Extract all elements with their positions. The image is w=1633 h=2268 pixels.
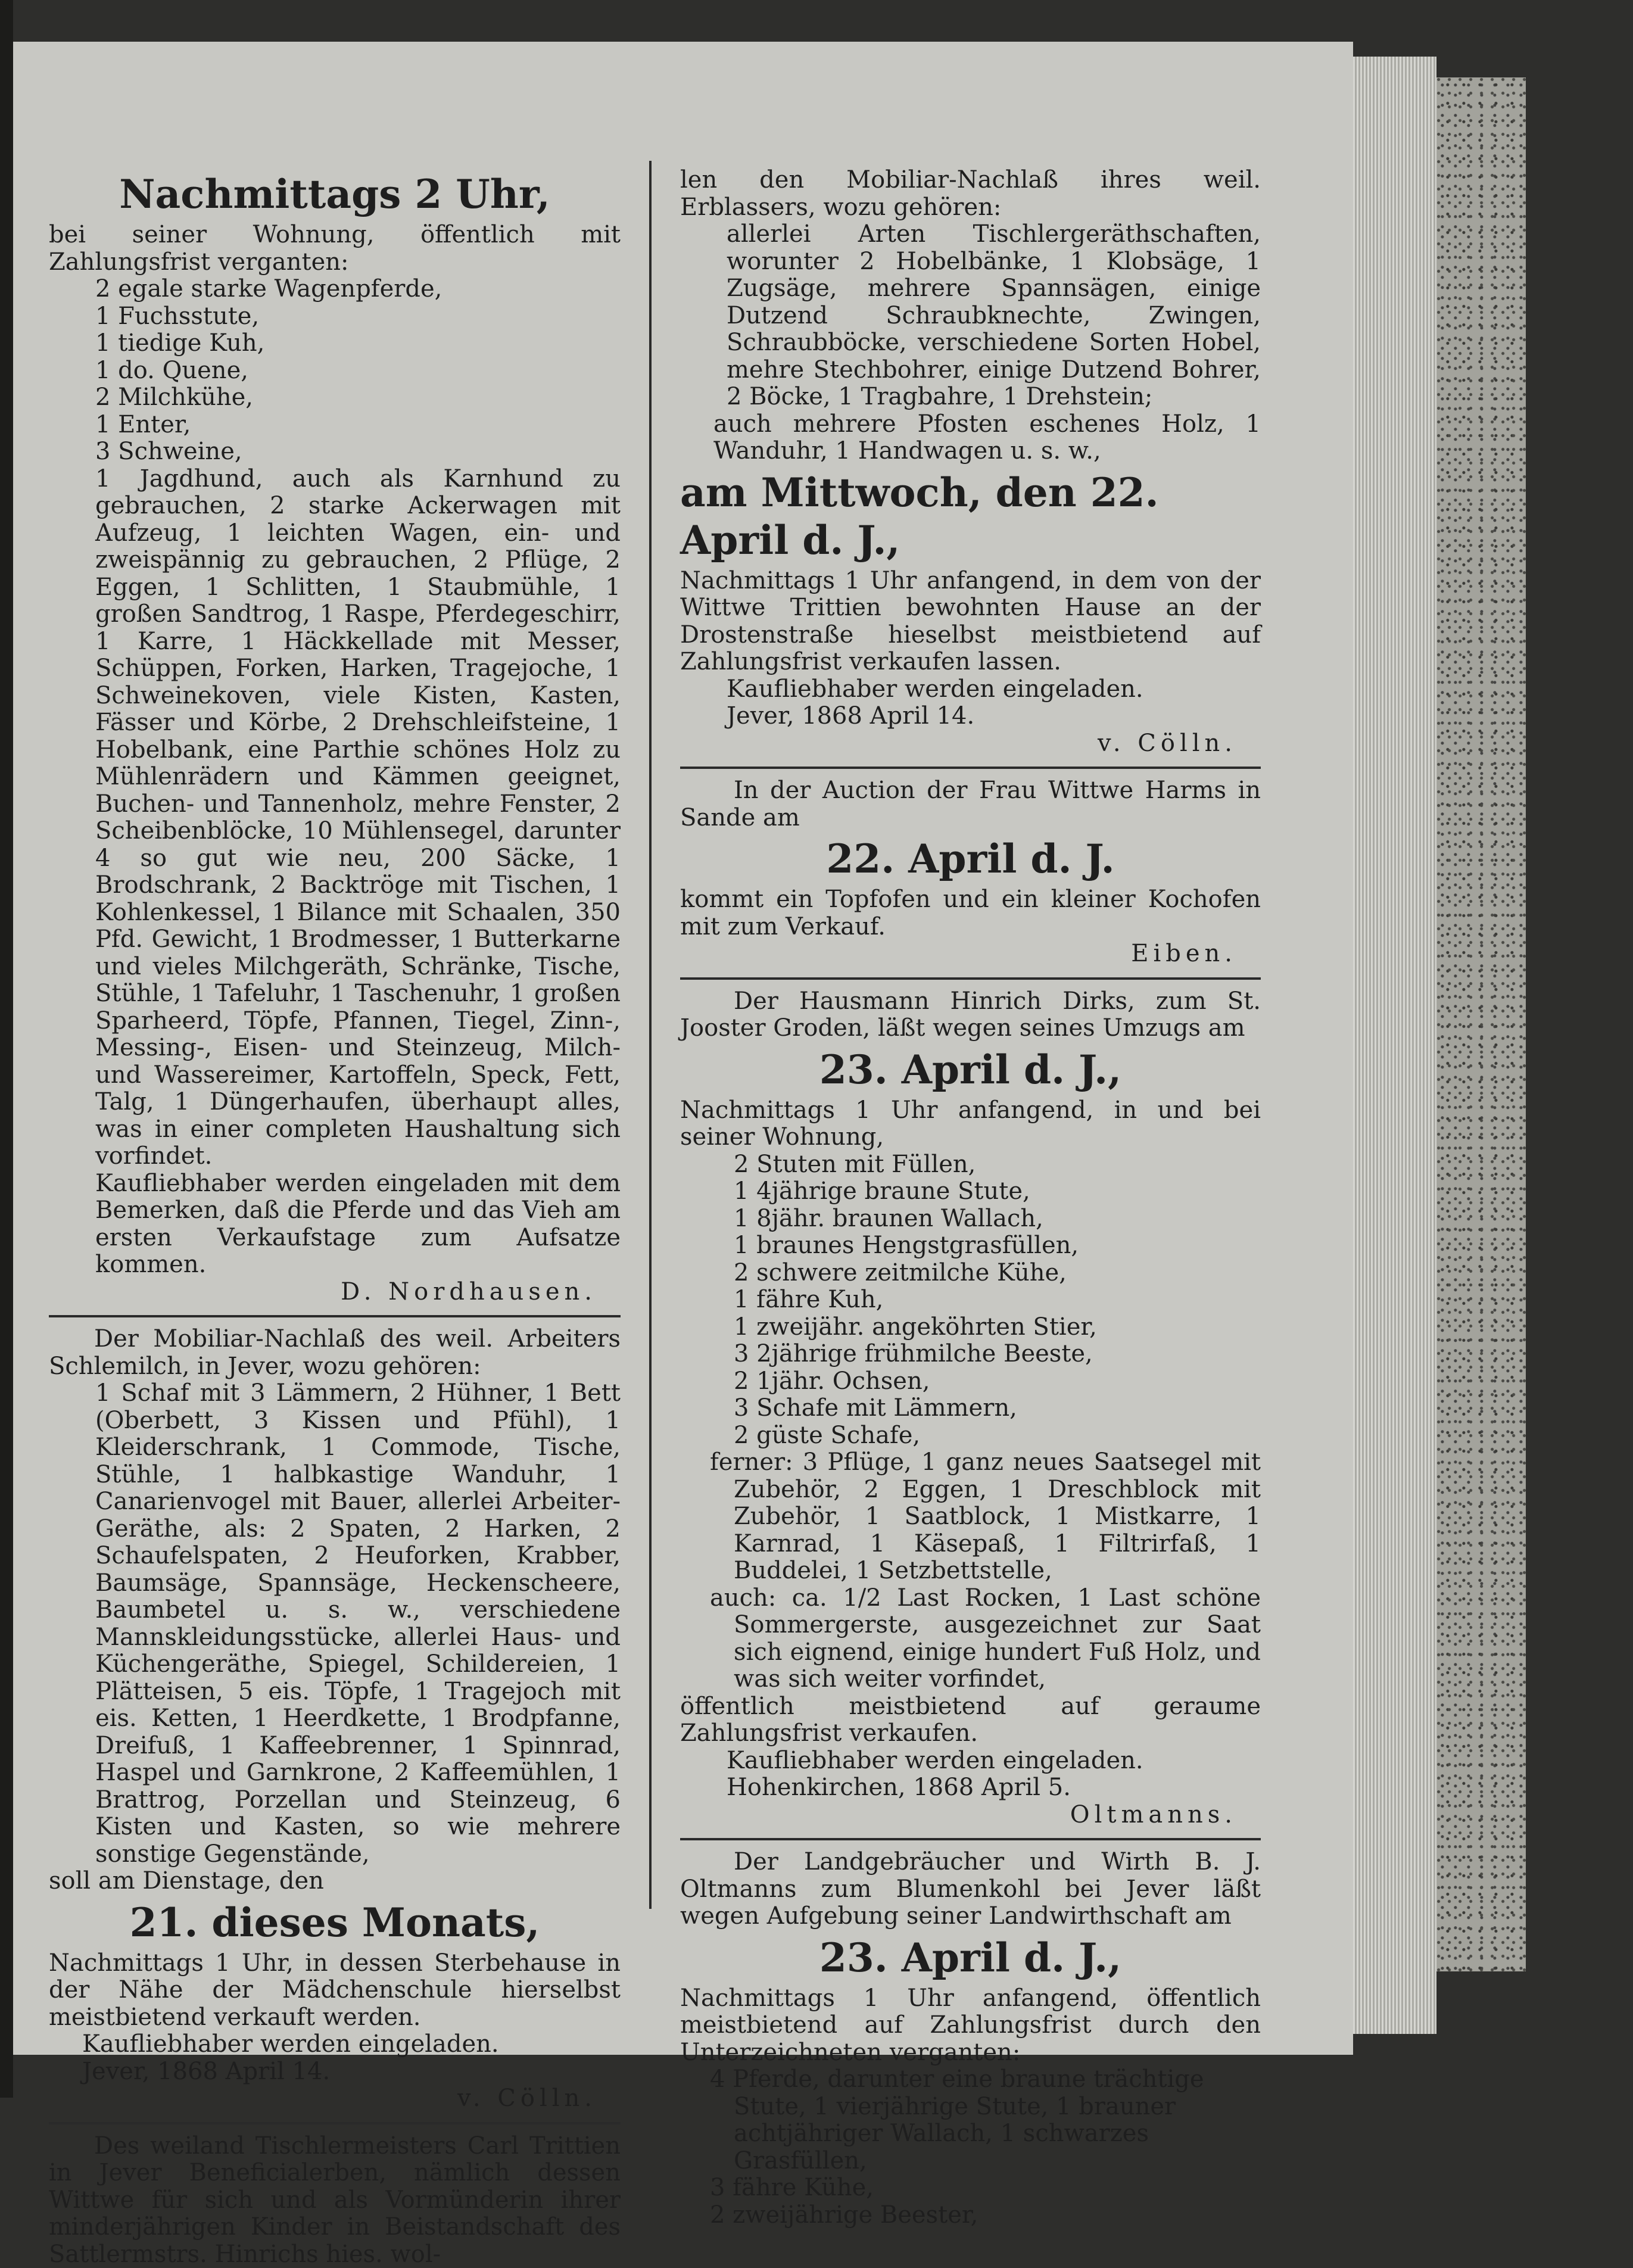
column-separator xyxy=(649,161,652,1909)
list-item: 4 Pferde, darunter eine braune trächtige Stute, 1 vierjährige Stute, 1 brauner achtjähriger Wallach, 1 schwarzes Grasfüllen, xyxy=(734,2066,1261,2174)
auction-details: Nachmittags 1 Uhr, in dessen Sterbehause in der Nähe der Mädchenschule hierselbst meistbietend verkauft werden. xyxy=(49,1950,621,2032)
auction-date-heading: am Mittwoch, den 22. April d. J., xyxy=(680,469,1261,564)
list-item: 2 schwere zeitmilche Kühe, xyxy=(734,1260,1261,1287)
list-item: 1 8jähr. braunen Wallach, xyxy=(734,1205,1261,1233)
notice-intro: Der Hausmann Hinrich Dirks, zum St. Jooster Groden, läßt wegen seines Umzugs am xyxy=(680,988,1261,1042)
auction-time-heading: Nachmittags 2 Uhr, xyxy=(49,170,621,218)
notice-intro: Der Mobiliar-Nachlaß des weil. Arbeiters Schlemilch, in Jever, wozu gehören: xyxy=(49,1326,621,1380)
notice-text: kommt ein Topfofen und ein kleiner Kochofen mit zum Verkauf. xyxy=(680,886,1261,940)
item-list xyxy=(680,1151,1261,1450)
notice-intro: Der Landgebräucher und Wirth B. J. Oltmanns zum Blumenkohl bei Jever läßt wegen Aufgebung seiner Landwirthschaft am xyxy=(680,1849,1261,1930)
list-item: 2 güste Schafe, xyxy=(734,1422,1261,1450)
divider xyxy=(680,977,1261,980)
auction-date-heading: 23. April d. J., xyxy=(680,1934,1261,1982)
list-item: 2 zweijährige Beester, xyxy=(734,2202,1261,2229)
auction-details: Nachmittags 1 Uhr anfangend, öffentlich meistbietend auf Zahlungsfrist durch den Unterzeichneten verganten: xyxy=(680,1985,1261,2067)
list-item: 1 braunes Hengstgrasfüllen, xyxy=(734,1232,1261,1260)
signature: Eiben. xyxy=(680,940,1261,968)
auction-details: Nachmittags 1 Uhr anfangend, in dem von der Wittwe Trittien bewohnten Hause an der Drostenstraße hieselbst meistbietend auf Zahlungsfrist verkaufen lassen. xyxy=(680,568,1261,676)
signature: Oltmanns. xyxy=(680,1802,1261,1829)
divider xyxy=(49,2122,621,2124)
signature: D. Nordhausen. xyxy=(49,1279,621,1306)
buyer-invite: Kaufliebhaber werden eingeladen. xyxy=(49,2031,621,2058)
list-item: 3 Schafe mit Lämmern, xyxy=(734,1395,1261,1422)
book-gutter xyxy=(0,0,13,2098)
list-item: 1 Fuchsstute, xyxy=(95,303,621,331)
item-list xyxy=(49,276,621,466)
notice-continuation: len den Mobiliar-Nachlaß ihres weil. Erblassers, wozu gehören: xyxy=(680,167,1261,221)
list-item: 1 Enter, xyxy=(95,412,621,439)
divider xyxy=(680,1838,1261,1840)
pre-date-text: soll am Dienstage, den xyxy=(49,1868,621,1895)
list-item: 1 fähre Kuh, xyxy=(734,1286,1261,1314)
auction-date-heading: 22. April d. J. xyxy=(680,835,1261,883)
list-item: 1 tiedige Kuh, xyxy=(95,330,621,357)
list-item: 3 fähre Kühe, xyxy=(734,2174,1261,2202)
buyer-invite: Kaufliebhaber werden eingeladen. xyxy=(680,676,1261,703)
right-column xyxy=(680,167,1261,2229)
list-item: 1 do. Quene, xyxy=(95,357,621,385)
auction-details: Nachmittags 1 Uhr anfangend, in und bei seiner Wohnung, xyxy=(680,1097,1261,1151)
auction-terms: öffentlich meistbietend auf geraume Zahlungsfrist verkaufen. xyxy=(680,1693,1261,1747)
buyer-invite: Kaufliebhaber werden eingeladen. xyxy=(680,1747,1261,1775)
signature: v. Cölln. xyxy=(680,730,1261,758)
place-date: Hohenkirchen, 1868 April 5. xyxy=(680,1774,1261,1802)
signature: v. Cölln. xyxy=(49,2085,621,2113)
item-block: allerlei Arten Tischlergeräthschaften, worunter 2 Hobelbänke, 1 Klobsäge, 1 Zugsäge, mehrere Spannsägen, einige Dutzend Schraubknechte, Zwingen, Schraubböcke, verschiedene Sorten Hobel, mehre Stechbohrer, einige Dutzend Bohrer, 2 Böcke, 1 Tragbahre, 1 Drehstein; xyxy=(680,221,1261,411)
additional-items: auch mehrere Pfosten eschenes Holz, 1 Wanduhr, 1 Handwagen u. s. w., xyxy=(680,411,1261,465)
item-block: 1 Schaf mit 3 Lämmern, 2 Hühner, 1 Bett (Oberbett, 3 Kissen und Pfühl), 1 Kleiderschrank, 1 Commode, Tische, Stühle, 1 halbkastige Wanduhr, 1 Canarienvogel mit Bauer, allerlei Arbeiter-Geräthe, als: 2 Spaten, 2 Harken, 2 Schaufelspaten, 2 Heuforken, Krabber, Baumsäge, Spannsäge, Heckenscheere, Baumbetel u. s. w., verschiedene Mannskleidungsstücke, allerlei Haus- und Küchengeräthe, Spiegel, Schildereien, 1 Plätteisen, 5 eis. Töpfe, 1 Tragejoch mit eis. Ketten, 1 Heerdkette, 1 Brodpfanne, Dreifuß, 1 Kaffeebrenner, 1 Spinnrad, Haspel und Garnkrone, 2 Kaffeemühlen, 1 Brattrog, Porzellan und Steinzeug, 6 Kisten und Kasten, so wie mehrere sonstige Gegenstände, xyxy=(49,1380,621,1868)
place-date: Jever, 1868 April 14. xyxy=(680,703,1261,730)
left-column xyxy=(49,167,621,2268)
notice-intro: In der Auction der Frau Wittwe Harms in Sande am xyxy=(680,777,1261,831)
list-item: 3 Schweine, xyxy=(95,438,621,466)
list-item: 3 2jährige frühmilche Beeste, xyxy=(734,1341,1261,1368)
notice-intro: Des weiland Tischlermeisters Carl Trittien in Jever Beneficialerben, nämlich dessen Wittwe für sich und als Vormünderin ihrer minderjährigen Kinder in Beistandschaft des Sattlermstrs. Hinrichs hies. wol- xyxy=(49,2133,621,2268)
divider xyxy=(49,1315,621,1317)
notice-intro: bei seiner Wohnung, öffentlich mit Zahlungsfrist verganten: xyxy=(49,222,621,276)
auction-date-heading: 21. dieses Monats, xyxy=(49,1899,621,1946)
also-items: auch: ca. 1/2 Last Rocken, 1 Last schöne Sommergerste, ausgezeichnet zur Saat sich eignend, einige hundert Fuß Holz, und was sich weiter vorfindet, xyxy=(680,1585,1261,1693)
list-item: 2 1jähr. Ochsen, xyxy=(734,1368,1261,1395)
list-item: 1 4jährige braune Stute, xyxy=(734,1178,1261,1205)
book-cover xyxy=(1436,77,1526,1971)
buyer-note: Kaufliebhaber werden eingeladen mit dem Bemerken, daß die Pferde und das Vieh am ersten Verkaufstage zum Aufsatze kommen. xyxy=(49,1170,621,1279)
place-date: Jever, 1868 April 14. xyxy=(49,2058,621,2086)
page-edges xyxy=(1353,57,1436,2034)
auction-date-heading: 23. April d. J., xyxy=(680,1046,1261,1094)
further-items: ferner: 3 Pflüge, 1 ganz neues Saatsegel mit Zubehör, 2 Eggen, 1 Dreschblock mit Zubehör, 1 Saatblock, 1 Mistkarre, 1 Karnrad, 1 Käsepaß, 1 Filtrirfaß, 1 Buddelei, 1 Setzbettstelle, xyxy=(680,1449,1261,1585)
list-item: 2 Stuten mit Füllen, xyxy=(734,1151,1261,1179)
item-block: 1 Jagdhund, auch als Karnhund zu gebrauchen, 2 starke Ackerwagen mit Aufzeug, 1 leichten Wagen, ein- und zweispännig zu gebrauchen, 2 Pflüge, 2 Eggen, 1 Schlitten, 1 Staubmühle, 1 großen Sandtrog, 1 Raspe, Pferdegeschirr, 1 Karre, 1 Häckkellade mit Messer, Schüppen, Forken, Harken, Tragejoche, 1 Schweinekoven, viele Kisten, Kasten, Fässer und Körbe, 2 Drehschleifsteine, 1 Hobelbank, eine Parthie schönes Holz zu Mühlenrädern und Kämmen geeignet, Buchen- und Tannenholz, mehre Fenster, 2 Scheibenblöcke, 10 Mühlensegel, darunter 4 so gut wie neu, 200 Säcke, 1 Brodschrank, 2 Backtröge mit Tischen, 1 Kohlenkessel, 1 Bilance mit Schaalen, 350 Pfd. Gewicht, 1 Brodmesser, 1 Butterkarne und vieles Milchgeräth, Schränke, Tische, Stühle, 1 Tafeluhr, 1 Taschenuhr, 1 großen Sparheerd, Töpfe, Pfannen, Tiegel, Zinn-, Messing-, Eisen- und Steinzeug, Milch- und Wassereimer, Kartoffeln, Speck, Fett, Talg, 1 Düngerhaufen, überhaupt alles, was in einer completen Haushaltung sich vorfindet. xyxy=(49,466,621,1170)
divider xyxy=(680,767,1261,769)
list-item: 1 zweijähr. angeköhrten Stier, xyxy=(734,1314,1261,1341)
item-list xyxy=(680,2066,1261,2229)
list-item: 2 Milchkühe, xyxy=(95,384,621,412)
list-item: 2 egale starke Wagenpferde, xyxy=(95,276,621,303)
